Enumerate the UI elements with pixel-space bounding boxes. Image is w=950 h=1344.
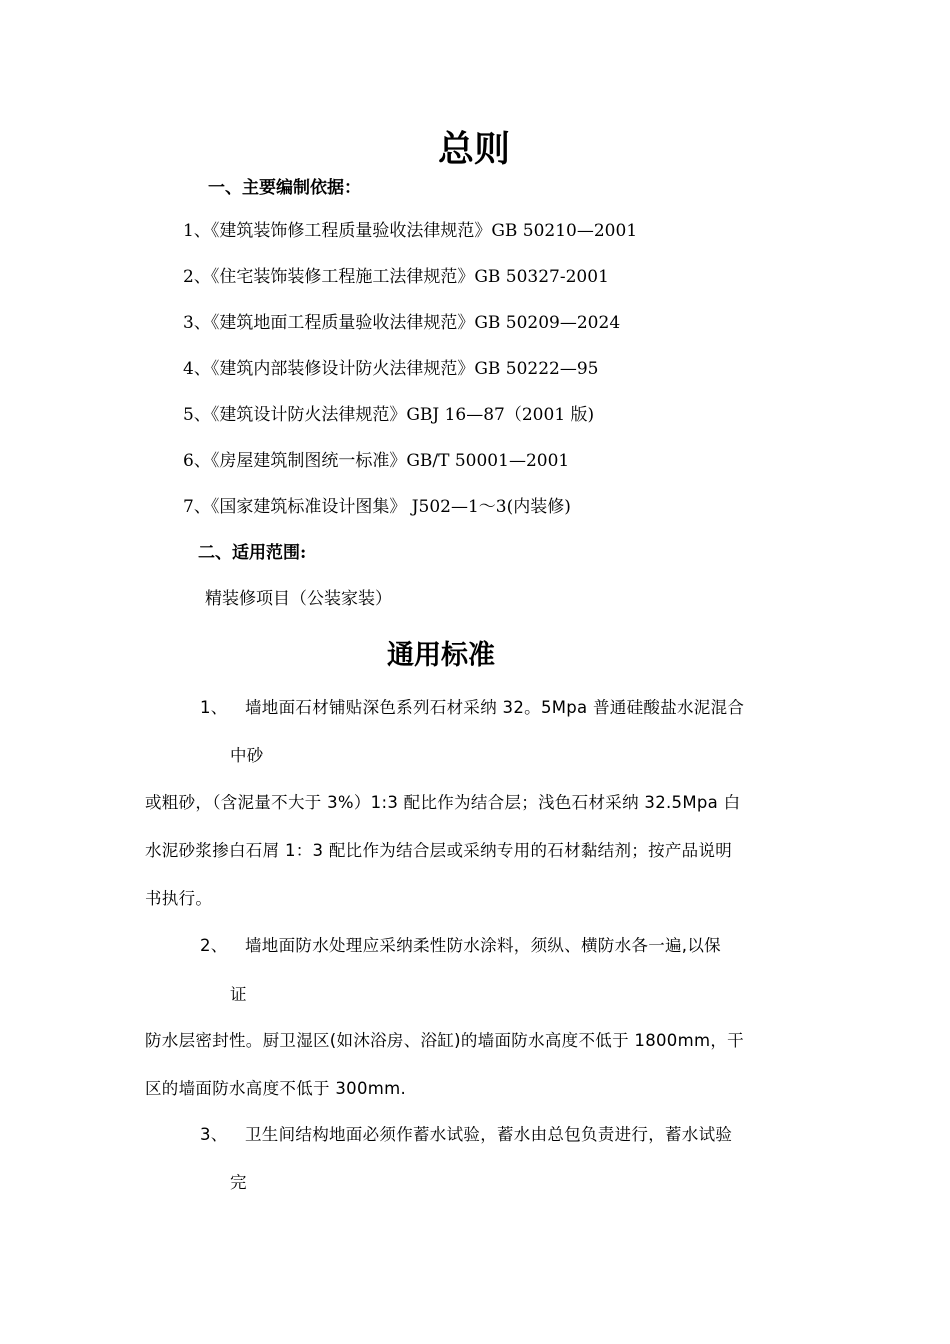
standard-3-line: 完 [230, 1173, 247, 1192]
list-item: 3、《建筑地面工程质量验收法律规范》GB 50209—2024 [183, 313, 621, 333]
list-item: 5、《建筑设计防火法律规范》GBJ 16—87（2001 版) [183, 405, 595, 425]
list-item: 1、《建筑装饰修工程质量验收法律规范》GB 50210—2001 [183, 221, 638, 241]
list-item: 4、《建筑内部装修设计防火法律规范》GB 50222—95 [183, 359, 599, 379]
standard-2-line: 防水层密封性。厨卫湿区(如沐浴房、浴缸)的墙面防水高度不低于 1800mm，干 [145, 1031, 744, 1050]
section-heading-basis: 一、主要编制依据： [208, 178, 361, 198]
section-heading-scope: 二、适用范围: [198, 543, 307, 563]
standard-2-line: 区的墙面防水高度不低于 300mm. [145, 1079, 407, 1098]
standard-1-number: 1、 [200, 698, 228, 717]
page-title: 总则 [438, 128, 511, 170]
standard-1-line: 墙地面石材铺贴深色系列石材采纳 32。5Mpa 普通硅酸盐水泥混合 [245, 698, 745, 717]
standard-1-line: 中砂 [230, 746, 264, 765]
standard-2-number: 2、 [200, 936, 228, 955]
scope-text: 精装修项目（公装家装） [205, 589, 392, 609]
list-item: 7、《国家建筑标准设计图集》 J502—1～3(内装修) [183, 497, 571, 517]
standard-2-line: 墙地面防水处理应采纳柔性防水涂料，须纵、横防水各一遍,以保 [245, 936, 721, 955]
standard-3-line: 卫生间结构地面必须作蓄水试验，蓄水由总包负责进行，蓄水试验 [245, 1125, 733, 1144]
list-item: 2、《住宅装饰装修工程施工法律规范》GB 50327-2001 [183, 267, 609, 287]
standard-1-line: 水泥砂浆掺白石屑 1：3 配比作为结合层或采纳专用的石材黏结剂；按产品说明 [145, 841, 733, 860]
standard-3-number: 3、 [200, 1125, 228, 1144]
standard-2-line: 证 [230, 985, 247, 1004]
standard-1-line: 书执行。 [145, 889, 213, 908]
standards-title: 通用标准 [387, 640, 495, 671]
standard-1-line: 或粗砂，（含泥量不大于 3%）1:3 配比作为结合层；浅色石材采纳 32.5Mpa 白 [145, 793, 741, 812]
list-item: 6、《房屋建筑制图统一标准》GB/T 50001—2001 [183, 451, 570, 471]
